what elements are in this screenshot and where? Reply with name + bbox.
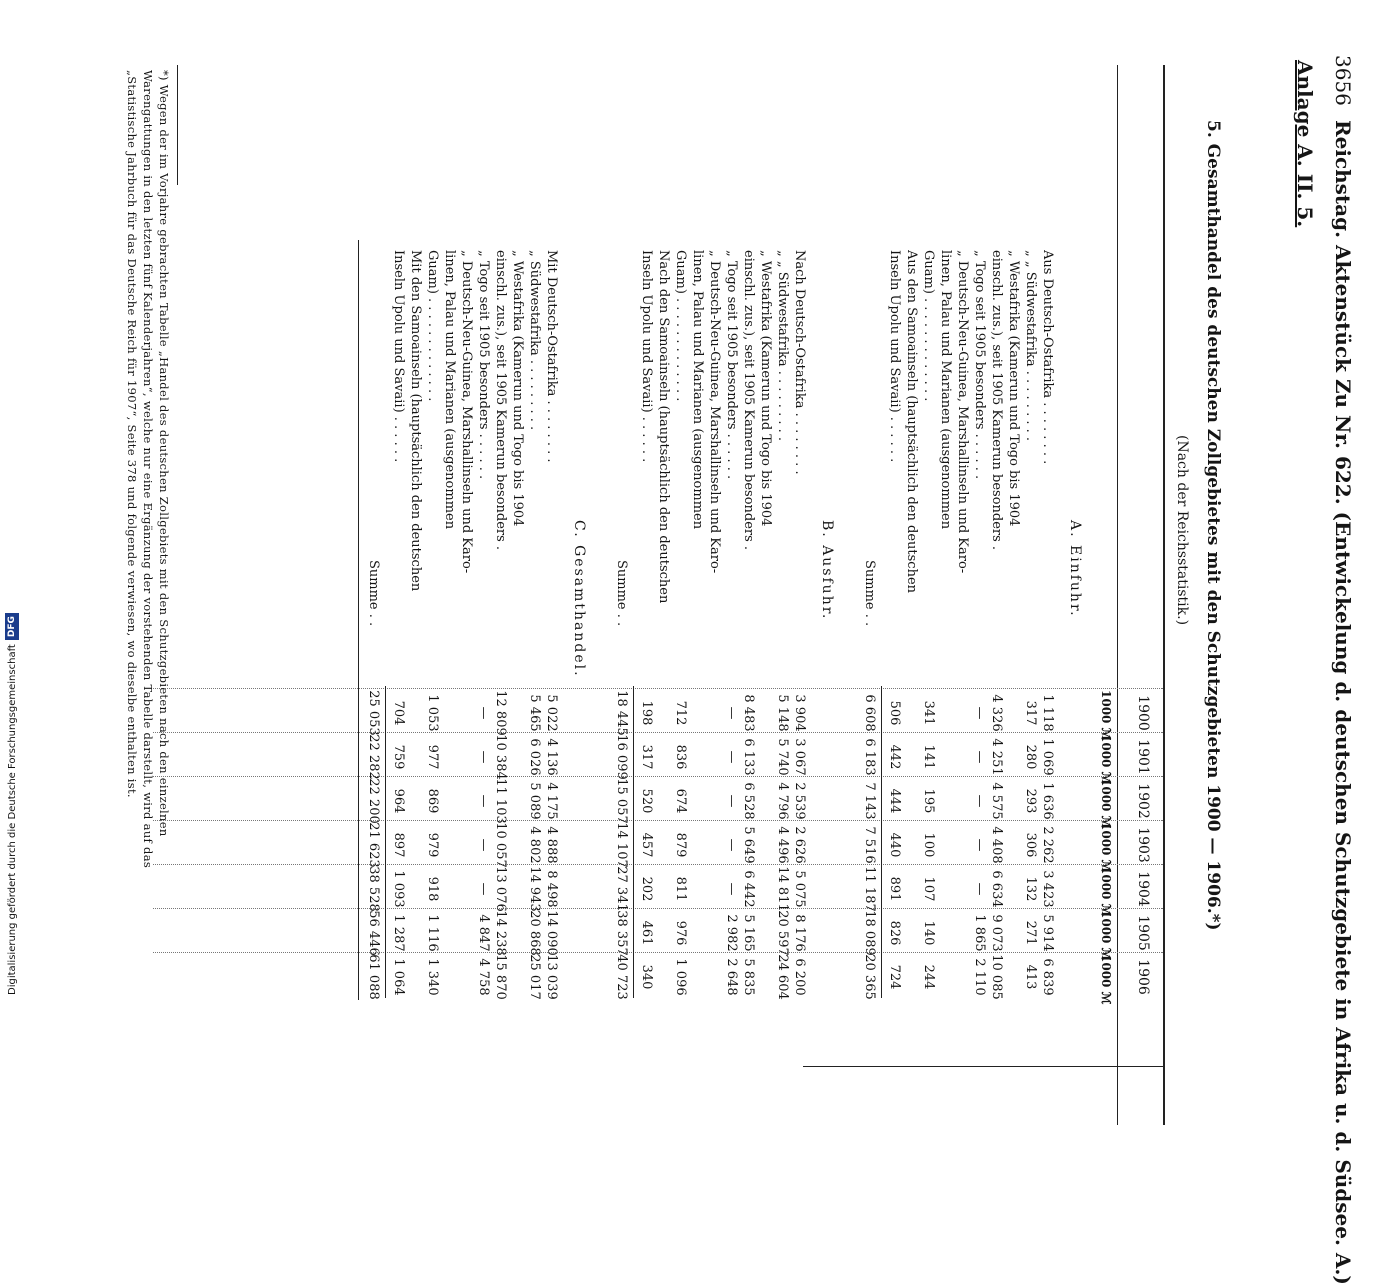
- table-cell: 457: [639, 832, 654, 858]
- table-cell: 20 597: [775, 910, 790, 956]
- table-cell: —: [724, 794, 739, 808]
- unit-header: 1000 ℳ: [1099, 822, 1113, 873]
- table-cell: 6 442: [741, 870, 756, 908]
- table-cell: 879: [673, 832, 688, 858]
- table-cell: 3 067: [792, 738, 807, 776]
- row-label: Inseln Upolu und Savaii) . . . . . .: [887, 250, 902, 463]
- table-cell: 9 073: [989, 914, 1004, 952]
- row-label: linen, Palau und Marianen (ausgenommen: [690, 250, 705, 530]
- section-heading: B. Ausfuhr.: [819, 520, 835, 621]
- table-cell: 140: [921, 920, 936, 946]
- table-cell: 4 796: [775, 782, 790, 820]
- table-cell: 1 093: [391, 870, 406, 908]
- table-cell: 3 423: [1040, 870, 1055, 908]
- table-cell: 413: [1023, 964, 1038, 990]
- table-cell: 4 496: [775, 826, 790, 864]
- table-cell: 306: [1023, 832, 1038, 858]
- unit-header: 1000 ℳ: [1099, 866, 1113, 917]
- row-label: Guam) . . . . . . . . . . . . .: [425, 250, 440, 402]
- table-cell: —: [476, 750, 491, 764]
- total-cell: 21 623: [366, 822, 381, 868]
- row-label: „ „ Südwestafrika . . . . . . . . .: [1023, 250, 1038, 441]
- table-cell: 13 039: [544, 954, 559, 1000]
- table-cell: 4 758: [476, 958, 491, 996]
- total-cell: 14 107: [614, 822, 629, 868]
- table-cell: —: [476, 882, 491, 896]
- row-label: „ Deutsch-Neu-Guinea, Marshallinseln und Karo-: [707, 250, 722, 574]
- footnote-line: „Statistische Jahrbuch für das Deutsche Reich für 1907“, Seite 378 und folgende verwiesen, wo dieselbe enthalten ist.: [125, 70, 139, 798]
- table-cell: 836: [673, 744, 688, 770]
- table-cell: 8 498: [544, 870, 559, 908]
- table-cell: 5 835: [741, 958, 756, 996]
- table-cell: 442: [887, 744, 902, 770]
- row-label: einschl. zus.), seit 1905 Kamerun besonders .: [493, 250, 508, 551]
- table-cell: —: [972, 794, 987, 808]
- table-cell: —: [724, 706, 739, 720]
- unit-header: 1000 ℳ: [1099, 734, 1113, 785]
- row-label: Nach Deutsch-Ostafrika . . . . . . . .: [792, 250, 807, 475]
- table-cell: 6 133: [741, 738, 756, 776]
- row-label: „ Togo seit 1905 besonders . . . . . .: [972, 250, 987, 480]
- table-cell: 1 118: [1040, 694, 1055, 732]
- table-cell: 202: [639, 876, 654, 902]
- table-cell: 1 865: [972, 914, 987, 952]
- year-header-1900: 1900: [1135, 695, 1151, 731]
- footnote-line: *) Wegen der im Vorjahre gebrachten Tabelle „Handel des deutschen Zollgebiets mit den Schutzgebieten nach den einzelnen: [157, 70, 171, 837]
- table-cell: 2 626: [792, 826, 807, 864]
- table-cell: 14 238: [493, 910, 508, 956]
- table-cell: 8 176: [792, 914, 807, 952]
- table-cell: 506: [887, 700, 902, 726]
- table-cell: 20 868: [527, 910, 542, 956]
- table-cell: 6 026: [527, 738, 542, 776]
- table-cell: 317: [1023, 700, 1038, 726]
- table-cell: 10 384: [493, 734, 508, 780]
- table-cell: —: [972, 750, 987, 764]
- table-cell: 13 076: [493, 866, 508, 912]
- row-label: „ Westafrika (Kamerun und Togo bis 1904: [510, 250, 525, 527]
- table-cell: 15 870: [493, 954, 508, 1000]
- row-label: „ Westafrika (Kamerun und Togo bis 1904: [758, 250, 773, 527]
- row-label: Guam) . . . . . . . . . . . . .: [921, 250, 936, 402]
- year-header-1905: 1905: [1135, 915, 1151, 951]
- table-cell: 280: [1023, 744, 1038, 770]
- table-cell: 826: [887, 920, 902, 946]
- table-cell: 444: [887, 788, 902, 814]
- table-cell: 8 483: [741, 694, 756, 732]
- section-heading: C. Gesamthandel.: [571, 520, 587, 678]
- table-cell: 5 914: [1040, 914, 1055, 952]
- table-cell: 811: [673, 876, 688, 902]
- row-label: „ Westafrika (Kamerun und Togo bis 1904: [1006, 250, 1021, 527]
- row-label: Guam) . . . . . . . . . . . . .: [673, 250, 688, 402]
- row-label: „ Südwestafrika . . . . . . . . .: [527, 250, 542, 431]
- row-label: linen, Palau und Marianen (ausgenommen: [938, 250, 953, 530]
- row-label: „ Deutsch-Neu-Guinea, Marshallinseln und Karo-: [459, 250, 474, 574]
- sum-rule: [881, 686, 882, 998]
- dfg-credit-text: Digitalisierung gefördert durch die Deutsche Forschungsgemeinschaft: [6, 644, 18, 995]
- table-bottom-rule: [358, 240, 359, 1000]
- row-label: „ „ Südwestafrika . . . . . . . . .: [775, 250, 790, 441]
- total-cell: 61 088: [366, 954, 381, 1000]
- table-cell: 107: [921, 876, 936, 902]
- table-cell: 5 089: [527, 782, 542, 820]
- table-cell: 132: [1023, 876, 1038, 902]
- unit-row-rule: [1117, 65, 1118, 1125]
- total-cell: 18 089: [862, 910, 877, 956]
- page-subtitle: (Nach der Reichsstatistik.): [1174, 435, 1190, 626]
- page-title: 5. Gesamthandel des deutschen Zollgebietes mit den Schutzgebieten 1900 — 1906.*): [1203, 120, 1223, 931]
- total-cell: 11 187: [862, 866, 877, 912]
- table-cell: 1 116: [425, 914, 440, 952]
- table-cell: 979: [425, 832, 440, 858]
- total-cell: 27 341: [614, 866, 629, 912]
- row-label: Aus den Samoainseln (hauptsächlich den deutschen: [904, 250, 919, 594]
- table-cell: 2 110: [972, 958, 987, 996]
- row-label: einschl. zus.), seit 1905 Kamerun besonders .: [989, 250, 1004, 551]
- table-cell: —: [724, 838, 739, 852]
- table-cell: 520: [639, 788, 654, 814]
- table-cell: —: [972, 838, 987, 852]
- table-cell: 141: [921, 744, 936, 770]
- table-cell: 4 408: [989, 826, 1004, 864]
- table-cell: 4 251: [989, 738, 1004, 776]
- table-cell: 461: [639, 920, 654, 946]
- table-cell: 5 649: [741, 826, 756, 864]
- table-cell: 10 085: [989, 954, 1004, 1000]
- table-cell: —: [724, 882, 739, 896]
- table-cell: —: [476, 838, 491, 852]
- table-cell: 4 847: [476, 914, 491, 952]
- year-column-divider: [153, 820, 1163, 821]
- page-number: 3656: [1331, 55, 1355, 106]
- table-cell: 195: [921, 788, 936, 814]
- table-cell: 5 075: [792, 870, 807, 908]
- label-column-divider: [803, 1066, 1163, 1067]
- total-cell: 38 528: [366, 866, 381, 912]
- year-column-divider: [153, 864, 1163, 865]
- table-cell: 198: [639, 700, 654, 726]
- table-cell: 4 175: [544, 782, 559, 820]
- year-header-1906: 1906: [1135, 959, 1151, 995]
- table-cell: 440: [887, 832, 902, 858]
- table-cell: 4 326: [989, 694, 1004, 732]
- table-cell: 244: [921, 964, 936, 990]
- table-cell: 5 165: [741, 914, 756, 952]
- total-cell: 56 446: [366, 910, 381, 956]
- table-cell: 897: [391, 832, 406, 858]
- table-cell: 11 103: [493, 778, 508, 824]
- total-label: Summe . .: [366, 560, 381, 627]
- table-cell: 14 811: [775, 866, 790, 912]
- table-cell: 6 634: [989, 870, 1004, 908]
- table-cell: 12 809: [493, 690, 508, 736]
- row-label: „ Togo seit 1905 besonders . . . . . .: [476, 250, 491, 480]
- row-label: „ Togo seit 1905 besonders . . . . . .: [724, 250, 739, 480]
- table-cell: 5 465: [527, 694, 542, 732]
- row-label: „ Deutsch-Neu-Guinea, Marshallinseln und Karo-: [955, 250, 970, 574]
- total-cell: 22 282: [366, 734, 381, 780]
- table-cell: 1 636: [1040, 782, 1055, 820]
- table-cell: 341: [921, 700, 936, 726]
- table-cell: 4 575: [989, 782, 1004, 820]
- table-cell: 1 053: [425, 694, 440, 732]
- row-label: Inseln Upolu und Savaii) . . . . . .: [639, 250, 654, 463]
- footnote-rule: [177, 65, 178, 185]
- row-label: einschl. zus.), seit 1905 Kamerun besonders .: [741, 250, 756, 551]
- unit-header: 1000 ℳ: [1099, 690, 1113, 741]
- table-cell: 869: [425, 788, 440, 814]
- table-cell: 977: [425, 744, 440, 770]
- section-heading: A. Einfuhr.: [1067, 520, 1083, 618]
- running-title: Reichstag. Aktenstück Zu Nr. 622. (Entwickelung d. deutschen Schutzgebiete in Afrika u. d. Südsee. A.): [1331, 120, 1355, 1285]
- year-column-divider: [153, 732, 1163, 733]
- table-cell: —: [476, 706, 491, 720]
- year-header-1902: 1902: [1135, 783, 1151, 819]
- table-cell: 2 262: [1040, 826, 1055, 864]
- table-cell: 100: [921, 832, 936, 858]
- table-cell: 724: [887, 964, 902, 990]
- total-cell: 15 057: [614, 778, 629, 824]
- total-cell: 6 608: [862, 694, 877, 732]
- appendix-label: Anlage A. II. 5.: [1293, 60, 1317, 228]
- table-cell: 759: [391, 744, 406, 770]
- table-cell: 4 136: [544, 738, 559, 776]
- table-cell: —: [476, 794, 491, 808]
- sum-rule: [633, 686, 634, 998]
- total-cell: 40 723: [614, 954, 629, 1000]
- year-column-divider: [153, 908, 1163, 909]
- table-cell: 24 604: [775, 954, 790, 1000]
- table-cell: 2 648: [724, 958, 739, 996]
- table-cell: 1 064: [391, 958, 406, 996]
- table-cell: 293: [1023, 788, 1038, 814]
- table-cell: 5 740: [775, 738, 790, 776]
- unit-header: 1000 ℳ: [1099, 910, 1113, 961]
- year-column-divider: [153, 952, 1163, 953]
- total-cell: 18 445: [614, 690, 629, 736]
- table-cell: 3 904: [792, 694, 807, 732]
- table-cell: —: [972, 882, 987, 896]
- total-label: Summe . .: [614, 560, 629, 627]
- total-cell: 25 053: [366, 690, 381, 736]
- table-cell: 2 982: [724, 914, 739, 952]
- table-cell: 674: [673, 788, 688, 814]
- table-cell: 6 528: [741, 782, 756, 820]
- table-cell: 10 057: [493, 822, 508, 868]
- table-cell: —: [972, 706, 987, 720]
- dfg-logo: DFG: [5, 613, 19, 640]
- table-cell: 704: [391, 700, 406, 726]
- row-label: Inseln Upolu und Savaii) . . . . . .: [391, 250, 406, 463]
- table-cell: 271: [1023, 920, 1038, 946]
- row-label: Mit den Samoainseln (hauptsächlich den deutschen: [408, 250, 423, 592]
- table-cell: 5 148: [775, 694, 790, 732]
- footnote-line: Warengattungen in den letzten fünf Kalenderjahren“, welche nur eine Ergänzung der vorstehenden Tabelle darstellt, wird auf das: [141, 70, 155, 869]
- table-cell: 1 069: [1040, 738, 1055, 776]
- sum-rule: [385, 686, 386, 998]
- table-cell: 340: [639, 964, 654, 990]
- year-column-divider: [153, 776, 1163, 777]
- year-column-divider: [153, 688, 1163, 689]
- table-top-rule: [1163, 65, 1165, 1125]
- table-cell: 6 839: [1040, 958, 1055, 996]
- year-header-1903: 1903: [1135, 827, 1151, 863]
- total-cell: 22 200: [366, 778, 381, 824]
- table-cell: 1 340: [425, 958, 440, 996]
- table-cell: 891: [887, 876, 902, 902]
- total-cell: 7 143: [862, 782, 877, 820]
- table-cell: 976: [673, 920, 688, 946]
- total-label: Summe . .: [862, 560, 877, 627]
- table-cell: 1 096: [673, 958, 688, 996]
- table-cell: —: [724, 750, 739, 764]
- table-cell: 1 287: [391, 914, 406, 952]
- total-cell: 38 357: [614, 910, 629, 956]
- unit-header: 1000 ℳ: [1099, 778, 1113, 829]
- table-cell: 317: [639, 744, 654, 770]
- table-cell: 964: [391, 788, 406, 814]
- table-cell: 4 802: [527, 826, 542, 864]
- total-cell: 20 365: [862, 954, 877, 1000]
- unit-header: 1000 ℳ: [1099, 954, 1113, 1005]
- row-label: Aus Deutsch-Ostafrika . . . . . . . .: [1040, 250, 1055, 465]
- digitization-credit: [4, 605, 20, 995]
- row-label: Nach den Samoainseln (hauptsächlich den deutschen: [656, 250, 671, 604]
- table-cell: 2 539: [792, 782, 807, 820]
- row-label: linen, Palau und Marianen (ausgenommen: [442, 250, 457, 530]
- table-cell: 918: [425, 876, 440, 902]
- table-cell: 14 090: [544, 910, 559, 956]
- table-cell: 25 017: [527, 954, 542, 1000]
- total-cell: 6 183: [862, 738, 877, 776]
- table-cell: 14 943: [527, 866, 542, 912]
- table-cell: 4 888: [544, 826, 559, 864]
- table-cell: 6 200: [792, 958, 807, 996]
- table-cell: 5 022: [544, 694, 559, 732]
- total-cell: 7 516: [862, 826, 877, 864]
- year-header-1901: 1901: [1135, 739, 1151, 775]
- total-cell: 16 099: [614, 734, 629, 780]
- row-label: Mit Deutsch-Ostafrika . . . . . . . .: [544, 250, 559, 463]
- table-cell: 712: [673, 700, 688, 726]
- year-header-1904: 1904: [1135, 871, 1151, 907]
